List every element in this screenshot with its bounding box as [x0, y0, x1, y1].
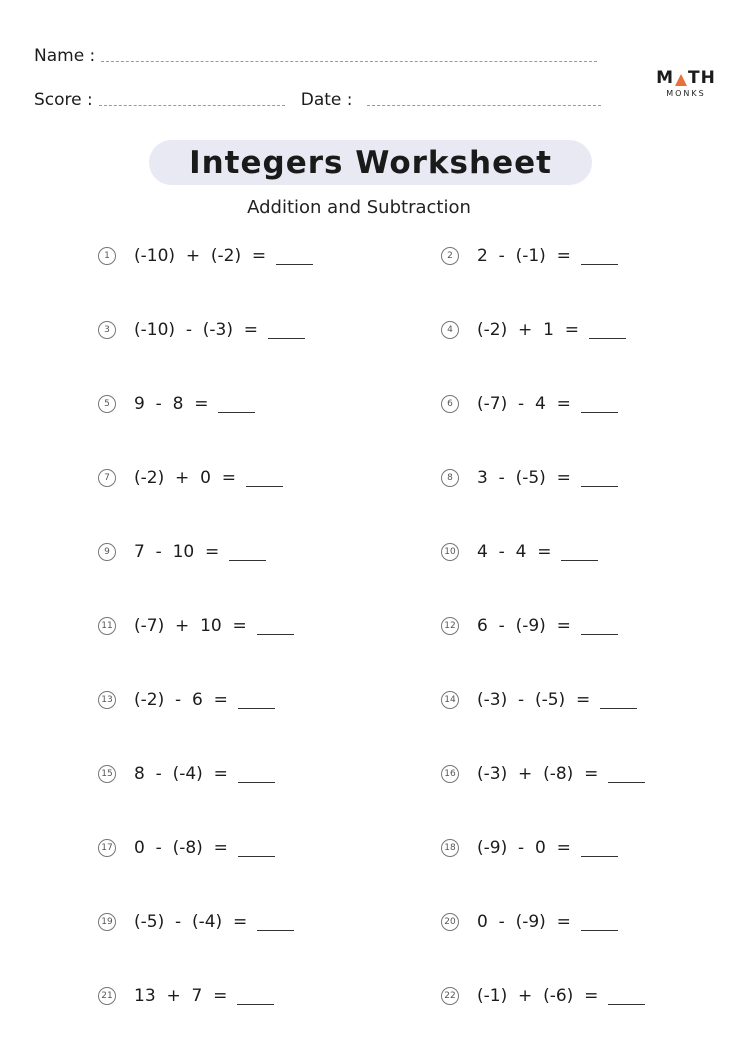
score-label: Score : [34, 90, 93, 110]
problem-number: 7 [98, 469, 116, 487]
problem-item [441, 981, 645, 1011]
worksheet-title: Integers Worksheet [189, 144, 552, 181]
problem-item [98, 315, 305, 345]
problem-number: 20 [441, 913, 459, 931]
answer-blank[interactable] [608, 782, 645, 783]
problem-number: 1 [98, 247, 116, 265]
problem-item [441, 833, 618, 863]
problem-number: 4 [441, 321, 459, 339]
answer-blank[interactable] [589, 338, 626, 339]
problem-expression: 3 - (-5) = [477, 468, 571, 488]
problem-item [441, 315, 626, 345]
logo-text-right: TH [688, 68, 716, 88]
problem-number: 2 [441, 247, 459, 265]
problem-number: 15 [98, 765, 116, 783]
problem-expression: 2 - (-1) = [477, 246, 571, 266]
date-label: Date : [300, 90, 353, 110]
problem-expression: 0 - (-8) = [134, 838, 228, 858]
problem-item [98, 685, 275, 715]
problem-item [441, 685, 637, 715]
answer-blank[interactable] [600, 708, 637, 709]
answer-blank[interactable] [218, 412, 255, 413]
answer-blank[interactable] [246, 486, 283, 487]
problem-item [98, 537, 266, 567]
problem-number: 11 [98, 617, 116, 635]
problem-expression: (-5) - (-4) = [134, 912, 248, 932]
problem-number: 9 [98, 543, 116, 561]
problem-item [441, 389, 618, 419]
problem-number: 8 [441, 469, 459, 487]
answer-blank[interactable] [581, 930, 618, 931]
problem-number: 3 [98, 321, 116, 339]
problem-number: 6 [441, 395, 459, 413]
problem-expression: (-1) + (-6) = [477, 986, 599, 1006]
problem-expression: (-7) - 4 = [477, 394, 571, 414]
problem-item [98, 981, 274, 1011]
answer-blank[interactable] [268, 338, 305, 339]
problem-expression: (-2) + 0 = [134, 468, 236, 488]
answer-blank[interactable] [581, 634, 618, 635]
answer-blank[interactable] [238, 856, 275, 857]
problem-number: 13 [98, 691, 116, 709]
answer-blank[interactable] [608, 1004, 645, 1005]
problem-number: 14 [441, 691, 459, 709]
answer-blank[interactable] [581, 264, 618, 265]
problem-item [441, 759, 645, 789]
problem-item [441, 611, 618, 641]
problem-item [441, 907, 618, 937]
problem-item [98, 759, 275, 789]
answer-blank[interactable] [238, 708, 275, 709]
problem-expression: 9 - 8 = [134, 394, 209, 414]
problem-number: 17 [98, 839, 116, 857]
answer-blank[interactable] [257, 634, 294, 635]
problem-expression: 13 + 7 = [134, 986, 228, 1006]
logo-text-left: M [656, 68, 675, 88]
worksheet-subtitle: Addition and Subtraction [247, 197, 471, 218]
problem-number: 18 [441, 839, 459, 857]
name-label: Name : [34, 46, 96, 66]
problem-item [98, 463, 283, 493]
problem-expression: (-10) - (-3) = [134, 320, 259, 340]
problem-expression: (-9) - 0 = [477, 838, 571, 858]
problem-expression: (-2) - 6 = [134, 690, 228, 710]
problem-item [441, 241, 618, 271]
problem-expression: (-10) + (-2) = [134, 246, 267, 266]
problem-expression: (-3) - (-5) = [477, 690, 591, 710]
problem-item [98, 611, 294, 641]
logo-subtext: MONKS [666, 89, 706, 98]
answer-blank[interactable] [581, 486, 618, 487]
problem-item [441, 463, 618, 493]
answer-blank[interactable] [581, 412, 618, 413]
problem-expression: 7 - 10 = [134, 542, 220, 562]
problem-item [98, 833, 275, 863]
answer-blank[interactable] [561, 560, 598, 561]
problem-item [98, 241, 313, 271]
problem-item [441, 537, 598, 567]
problem-number: 5 [98, 395, 116, 413]
problem-expression: (-7) + 10 = [134, 616, 247, 636]
problem-number: 22 [441, 987, 459, 1005]
problem-item [98, 907, 294, 937]
answer-blank[interactable] [581, 856, 618, 857]
problem-expression: 4 - 4 = [477, 542, 552, 562]
problem-item [98, 389, 255, 419]
problem-number: 19 [98, 913, 116, 931]
problem-expression: (-2) + 1 = [477, 320, 579, 340]
problem-expression: (-3) + (-8) = [477, 764, 599, 784]
problem-number: 16 [441, 765, 459, 783]
problem-number: 21 [98, 987, 116, 1005]
problem-expression: 6 - (-9) = [477, 616, 571, 636]
answer-blank[interactable] [237, 1004, 274, 1005]
problem-expression: 8 - (-4) = [134, 764, 228, 784]
problem-number: 10 [441, 543, 459, 561]
answer-blank[interactable] [257, 930, 294, 931]
answer-blank[interactable] [276, 264, 313, 265]
answer-blank[interactable] [229, 560, 266, 561]
answer-blank[interactable] [238, 782, 275, 783]
problem-expression: 0 - (-9) = [477, 912, 571, 932]
problem-number: 12 [441, 617, 459, 635]
